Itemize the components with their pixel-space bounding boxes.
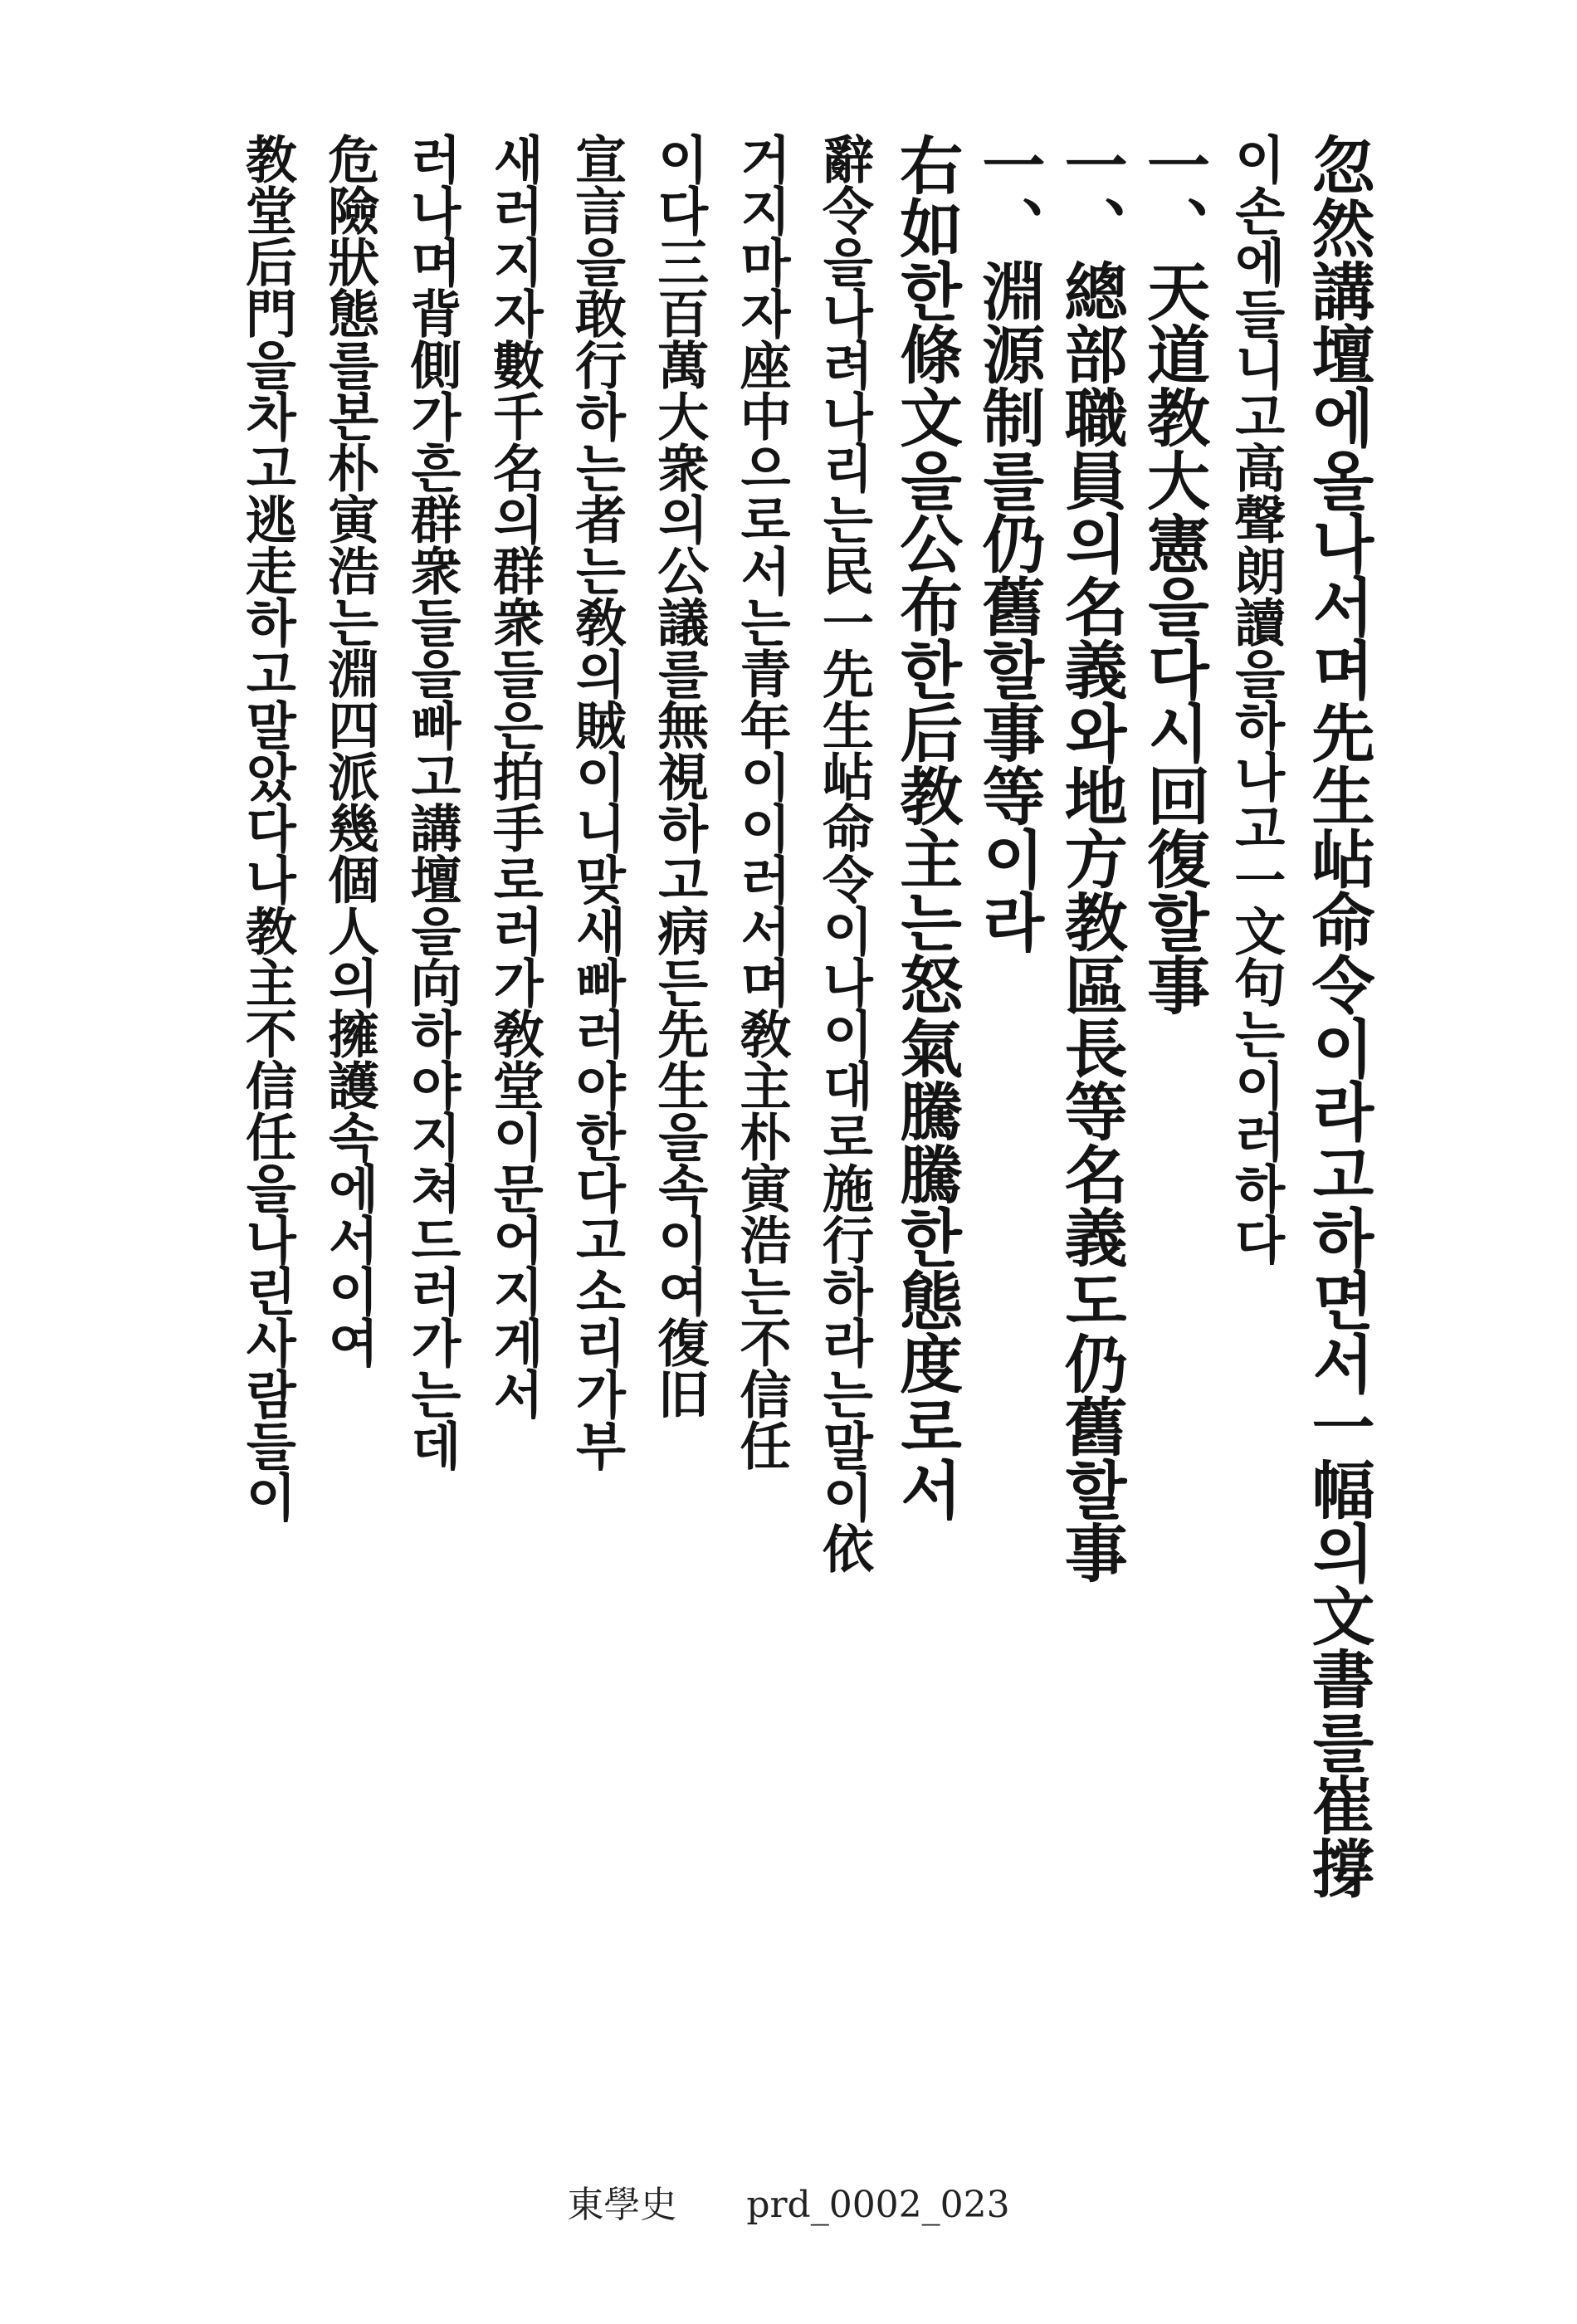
manuscript-column-7: 辭令을나려나리는民一先生岾命令이나이대로施行하라는말이依 (813, 133, 875, 1574)
page-id: prd_0002_023 (746, 2184, 1010, 2226)
manuscript-column-5: 一、淵源制를仍舊할事等이라 (971, 133, 1046, 953)
manuscript-column-8: 거지마자座中으로서는青年이이러서며敎主朴寅浩는不信任 (731, 133, 793, 1471)
handwritten-manuscript (224, 133, 1378, 1909)
manuscript-column-1: 忽然講壇에올나서며先生岾命令이라고하면서一幅의文書를崔撐 (1301, 133, 1375, 1899)
manuscript-column-2: 이손에들니고高聲朗讀을하나고一文句는이러하다 (1225, 133, 1286, 1265)
manuscript-column-3: 一、天道教大憲을다시回復할事 (1136, 133, 1211, 1016)
manuscript-column-6: 右如한條文을公布한后教主는怒氣騰騰한態度로서 (889, 133, 964, 1521)
manuscript-column-11: 새러지자數千名의群衆들은拍手로러가敎堂이문어지게서 (484, 133, 545, 1419)
manuscript-column-4: 一、總部職員의名義와地方教區長等名義도仍舊할事 (1054, 133, 1129, 1584)
manuscript-column-12: 러나며背側가흔群衆들을빠고講壇을向하야지쳐드러가는데 (401, 133, 462, 1471)
manuscript-column-9: 이다三百萬大衆의公議를無視하고病든先生을속이여復旧 (648, 133, 710, 1419)
manuscript-column-13: 危險狀態를본朴寅浩는淵四派幾個人의擁護속에서이여 (319, 133, 380, 1368)
book-title: 東學史 (567, 2184, 677, 2226)
page-footer (0, 2175, 1577, 2228)
manuscript-column-14: 教堂后門을차고逃走하고말았다나教主不信任을나린사람들이 (237, 133, 298, 1522)
manuscript-column-10: 宣言을敢行하는者는敎의賊이니맞새빠러야한다고소리가부 (566, 133, 627, 1471)
